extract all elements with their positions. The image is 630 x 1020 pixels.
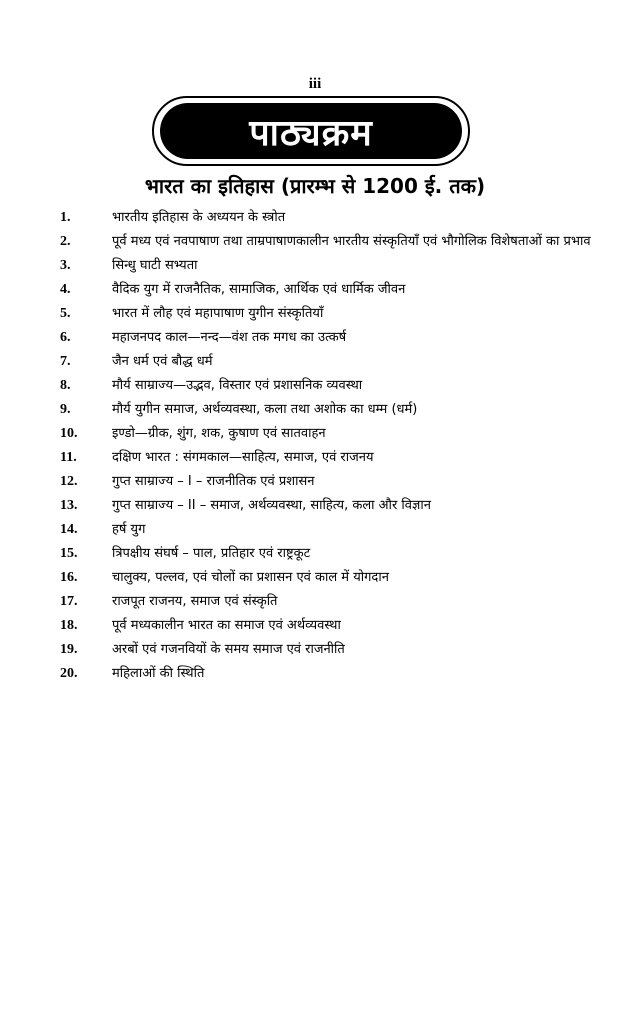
syllabus-item bbox=[0, 590, 630, 614]
syllabus-item-number: 2. bbox=[60, 234, 71, 249]
syllabus-item-text: चालुक्य, पल्लव, एवं चोलों का प्रशासन एवं काल में योगदान bbox=[112, 570, 389, 585]
syllabus-item bbox=[0, 566, 630, 590]
syllabus-item-text: जैन धर्म एवं बौद्ध धर्म bbox=[112, 354, 213, 369]
page-number: iii bbox=[308, 76, 322, 92]
syllabus-item bbox=[0, 638, 630, 662]
syllabus-item-number: 1. bbox=[60, 210, 71, 225]
syllabus-item-number: 8. bbox=[60, 378, 71, 393]
syllabus-item bbox=[0, 206, 630, 230]
syllabus-item-number: 19. bbox=[60, 642, 78, 657]
syllabus-item-number: 11. bbox=[60, 450, 77, 465]
syllabus-item-number: 10. bbox=[60, 426, 78, 441]
syllabus-item-text: महिलाओं की स्थिति bbox=[112, 666, 205, 681]
syllabus-item-number: 4. bbox=[60, 282, 71, 297]
syllabus-item-text: पूर्व मध्यकालीन भारत का समाज एवं अर्थव्यवस्था bbox=[112, 618, 341, 633]
syllabus-item-text: महाजनपद काल—नन्द—वंश तक मगध का उत्कर्ष bbox=[112, 330, 347, 345]
syllabus-item-text: हर्ष युग bbox=[112, 522, 146, 537]
syllabus-item-text: त्रिपक्षीय संघर्ष – पाल, प्रतिहार एवं राष्ट्रकूट bbox=[112, 546, 311, 561]
title-banner-fill bbox=[160, 103, 462, 159]
syllabus-item-text: मौर्य युगीन समाज, अर्थव्यवस्था, कला तथा अशोक का धम्म (धर्म) bbox=[112, 402, 418, 417]
syllabus-item-number: 18. bbox=[60, 618, 78, 633]
syllabus-item bbox=[0, 422, 630, 446]
syllabus-item bbox=[0, 470, 630, 494]
syllabus-item-number: 15. bbox=[60, 546, 78, 561]
syllabus-item-number: 17. bbox=[60, 594, 78, 609]
syllabus-item bbox=[0, 374, 630, 398]
syllabus-item-number: 9. bbox=[60, 402, 71, 417]
syllabus-item-number: 12. bbox=[60, 474, 78, 489]
syllabus-item-text: गुप्त साम्राज्य – II – समाज, अर्थव्यवस्था, साहित्य, कला और विज्ञान bbox=[112, 498, 431, 513]
syllabus-item bbox=[0, 398, 630, 422]
syllabus-item bbox=[0, 518, 630, 542]
syllabus-item bbox=[0, 350, 630, 374]
syllabus-item-number: 14. bbox=[60, 522, 78, 537]
syllabus-item bbox=[0, 446, 630, 470]
syllabus-item bbox=[0, 542, 630, 566]
syllabus-item-number: 20. bbox=[60, 666, 78, 681]
syllabus-item bbox=[0, 278, 630, 302]
syllabus-item-text: अरबों एवं गजनवियों के समय समाज एवं राजनीति bbox=[112, 642, 345, 657]
syllabus-item-text: गुप्त साम्राज्य – I – राजनीतिक एवं प्रशासन bbox=[112, 474, 315, 489]
syllabus-item bbox=[0, 326, 630, 350]
syllabus-item-number: 6. bbox=[60, 330, 71, 345]
syllabus-item-number: 7. bbox=[60, 354, 71, 369]
syllabus-item-text: भारतीय इतिहास के अध्ययन के स्त्रोत bbox=[112, 210, 286, 225]
syllabus-item-text: मौर्य साम्राज्य—उद्भव, विस्तार एवं प्रशासनिक व्यवस्था bbox=[112, 378, 363, 393]
subject-heading: भारत का इतिहास (प्रारम्भ से 1200 ई. तक) bbox=[144, 174, 486, 198]
title-banner bbox=[152, 96, 470, 166]
syllabus-item-number: 13. bbox=[60, 498, 78, 513]
syllabus-list bbox=[0, 206, 630, 686]
syllabus-item-text: इण्डो—ग्रीक, शुंग, शक, कुषाण एवं सातवाहन bbox=[112, 426, 326, 441]
syllabus-item bbox=[0, 494, 630, 518]
syllabus-item-text: दक्षिण भारत : संगमकाल—साहित्य, समाज, एवं राजनय bbox=[112, 450, 374, 465]
syllabus-item bbox=[0, 302, 630, 326]
syllabus-item bbox=[0, 230, 630, 254]
syllabus-item-text: वैदिक युग में राजनैतिक, सामाजिक, आर्थिक एवं धार्मिक जीवन bbox=[112, 282, 406, 297]
syllabus-item bbox=[0, 254, 630, 278]
syllabus-item-text: पूर्व मध्य एवं नवपाषाण तथा ताम्रपाषाणकालीन भारतीय संस्कृतियाँ एवं भौगोलिक विशेषताओं का प्रभाव bbox=[112, 234, 591, 249]
syllabus-item-number: 5. bbox=[60, 306, 71, 321]
syllabus-item bbox=[0, 614, 630, 638]
syllabus-item bbox=[0, 662, 630, 686]
syllabus-item-number: 16. bbox=[60, 570, 78, 585]
syllabus-item-number: 3. bbox=[60, 258, 71, 273]
syllabus-item-text: भारत में लौह एवं महापाषाण युगीन संस्कृतियाँ bbox=[112, 306, 324, 321]
syllabus-item-text: राजपूत राजनय, समाज एवं संस्कृति bbox=[112, 594, 278, 609]
page-title: पाठ्यक्रम bbox=[249, 112, 373, 154]
syllabus-item-text: सिन्धु घाटी सभ्यता bbox=[112, 258, 198, 273]
